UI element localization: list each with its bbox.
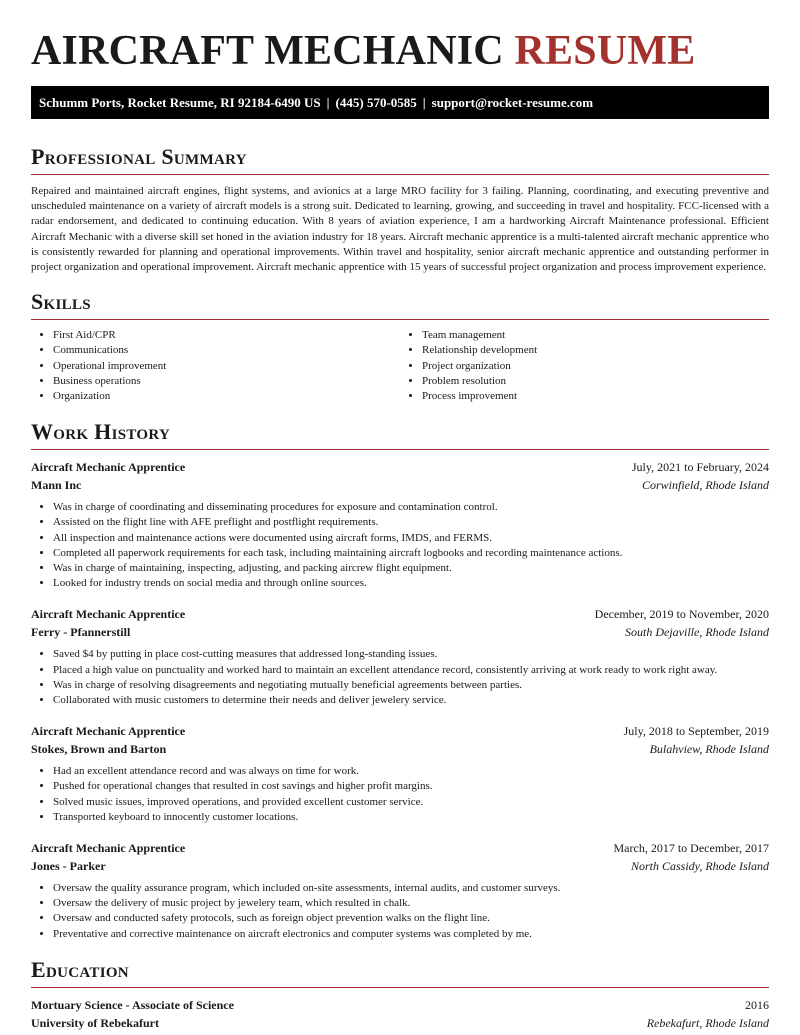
job-header-row [31,722,769,740]
job-entry [31,722,769,825]
section-divider [31,449,769,450]
job-bullets [31,881,769,942]
job-location: South Dejaville, Rhode Island [625,625,769,640]
job-bullet: • Preventative and corrective maintenance on aircraft electronics and computer systems was completed by me. [53,927,769,942]
job-company: Ferry - Pfannerstill [31,625,131,640]
summary-section [31,143,769,275]
contact-phone: (445) 570-0585 [335,95,417,110]
summary-text: Repaired and maintained aircraft engines, flight systems, and avionics at a large MRO facility for 3 failing. Planning, coordinating, and executing preventive and unscheduled maintenance on a variety of aircraft models is a strong suit. Dedicated to learning, growing, and succeeding in travel and hospitality. FCC-licensed with a radar endorsement, and dedicated to continuing education. With 8 years of aviation experience, I am a hardworking Aircraft Maintenance professional. Efficient Aircraft Mechanic with a diverse skill set honed in the aviation industry for 18 years. Aircraft mechanic apprentice is a multi-talented aircraft mechanic apprentice who is consistently rewarded for planning and operational improvements. Within travel and hospitality, senior aircraft mechanic apprentice and outstanding performer in project organization and operational improvement. Aircraft mechanic apprentice with 15 years of successful project organization and process improvement experience. [31,185,769,274]
job-dates: July, 2018 to September, 2019 [623,724,769,739]
skill-item: • Organization [53,389,400,404]
education-header-row [31,996,769,1014]
job-title: Aircraft Mechanic Apprentice [31,607,186,622]
education-school: University of Rebekafurt [31,1015,159,1030]
job-bullet: • Solved music issues, improved operations, and provided excellent customer service. [53,795,769,810]
resume-title [31,0,769,86]
job-bullet: • All inspection and maintenance actions were documented using aircraft forms, IMDS, and FERMS. [53,531,769,546]
contact-email[interactable]: support@rocket-resume.com [431,95,594,110]
job-company-row [31,857,769,875]
job-dates: March, 2017 to December, 2017 [613,841,769,856]
education-entry [31,996,769,1032]
job-bullet: • Had an excellent attendance record and was always on time for work. [53,764,769,779]
job-bullet: • Looked for industry trends on social media and through online sources. [53,576,769,591]
job-bullet: • Oversaw and conducted safety protocols, such as foreign object prevention walks on the flight line. [53,911,769,926]
job-bullet: • Completed all paperwork requirements for each task, including maintaining aircraft logbooks and recording maintenance actions. [53,546,769,561]
job-bullet: • Was in charge of coordinating and disseminating procedures for exposure and contamination control. [53,500,769,515]
skill-item: • Operational improvement [53,359,400,374]
skills-right-list [400,328,769,404]
education-degree: Mortuary Science - Associate of Science [31,997,234,1012]
section-divider [31,319,769,320]
job-company-row [31,623,769,641]
skills-heading: Skills [31,289,91,315]
job-company: Jones - Parker [31,859,106,874]
job-bullets [31,764,769,825]
skill-item: • Communications [53,343,400,358]
job-bullet: • Saved $4 by putting in place cost-cutting measures that addressed long-standing issues. [53,647,769,662]
job-location: North Cassidy, Rhode Island [630,859,769,874]
job-entry [31,839,769,942]
contact-bar [31,86,769,119]
skills-section [31,288,769,404]
skills-left-list [31,328,400,404]
job-header-row [31,458,769,476]
job-entry [31,458,769,591]
job-dates: December, 2019 to November, 2020 [594,607,769,622]
skill-item: • First Aid/CPR [53,328,400,343]
skill-item: • Problem resolution [422,374,769,389]
job-bullet: • Transported keyboard to innocently customer locations. [53,810,769,825]
job-bullet: • Oversaw the delivery of music project by jewelery team, which resulted in chalk. [53,896,769,911]
work-heading: Work History [31,419,171,445]
job-company: Stokes, Brown and Barton [31,742,167,757]
section-divider [31,987,769,988]
job-bullets [31,500,769,591]
job-title: Aircraft Mechanic Apprentice [31,724,186,739]
education-section [31,956,769,1032]
work-section [31,418,769,942]
title-accent: RESUME [514,28,696,74]
job-company-row [31,476,769,494]
job-header-row [31,605,769,623]
education-heading: Education [31,956,129,982]
job-location: Corwinfield, Rhode Island [642,478,769,493]
contact-separator: | [326,95,330,110]
job-company-row [31,740,769,758]
contact-separator: | [422,95,426,110]
skill-item: • Relationship development [422,343,769,358]
education-location: Rebekafurt, Rhode Island [646,1015,769,1030]
job-header-row [31,839,769,857]
skill-item: • Business operations [53,374,400,389]
job-bullet: • Pushed for operational changes that resulted in cost savings and higher profit margins. [53,779,769,794]
job-bullets [31,647,769,708]
job-bullet: • Collaborated with music customers to determine their needs and deliver jewelery service. [53,693,769,708]
education-school-row [31,1014,769,1032]
job-bullet: • Placed a high value on punctuality and worked hard to maintain an excellent attendance record, consistently arriving at work ready to work right away. [53,663,769,678]
job-title: Aircraft Mechanic Apprentice [31,841,186,856]
skill-item: • Project organization [422,359,769,374]
education-year: 2016 [745,997,769,1012]
job-dates: July, 2021 to February, 2024 [631,460,769,475]
skill-item: • Team management [422,328,769,343]
job-bullet: • Was in charge of maintaining, inspecting, adjusting, and packing aircrew flight equipment. [53,561,769,576]
contact-address: Schumm Ports, Rocket Resume, RI 92184-6490 US [39,95,321,110]
title-main: AIRCRAFT MECHANIC [31,28,504,74]
job-entry [31,605,769,708]
resume-page [31,0,769,1032]
job-location: Bulahview, Rhode Island [649,742,769,757]
summary-heading: Professional Summary [31,144,247,169]
job-bullet: • Oversaw the quality assurance program, which included on-site assessments, internal audits, and customer surveys. [53,881,769,896]
skills-columns [31,328,769,404]
section-divider [31,174,769,175]
skill-item: • Process improvement [422,389,769,404]
job-title: Aircraft Mechanic Apprentice [31,460,186,475]
job-bullet: • Was in charge of resolving disagreements and negotiating mutually beneficial agreements between parties. [53,678,769,693]
job-company: Mann Inc [31,478,82,493]
job-bullet: • Assisted on the flight line with AFE preflight and postflight requirements. [53,515,769,530]
